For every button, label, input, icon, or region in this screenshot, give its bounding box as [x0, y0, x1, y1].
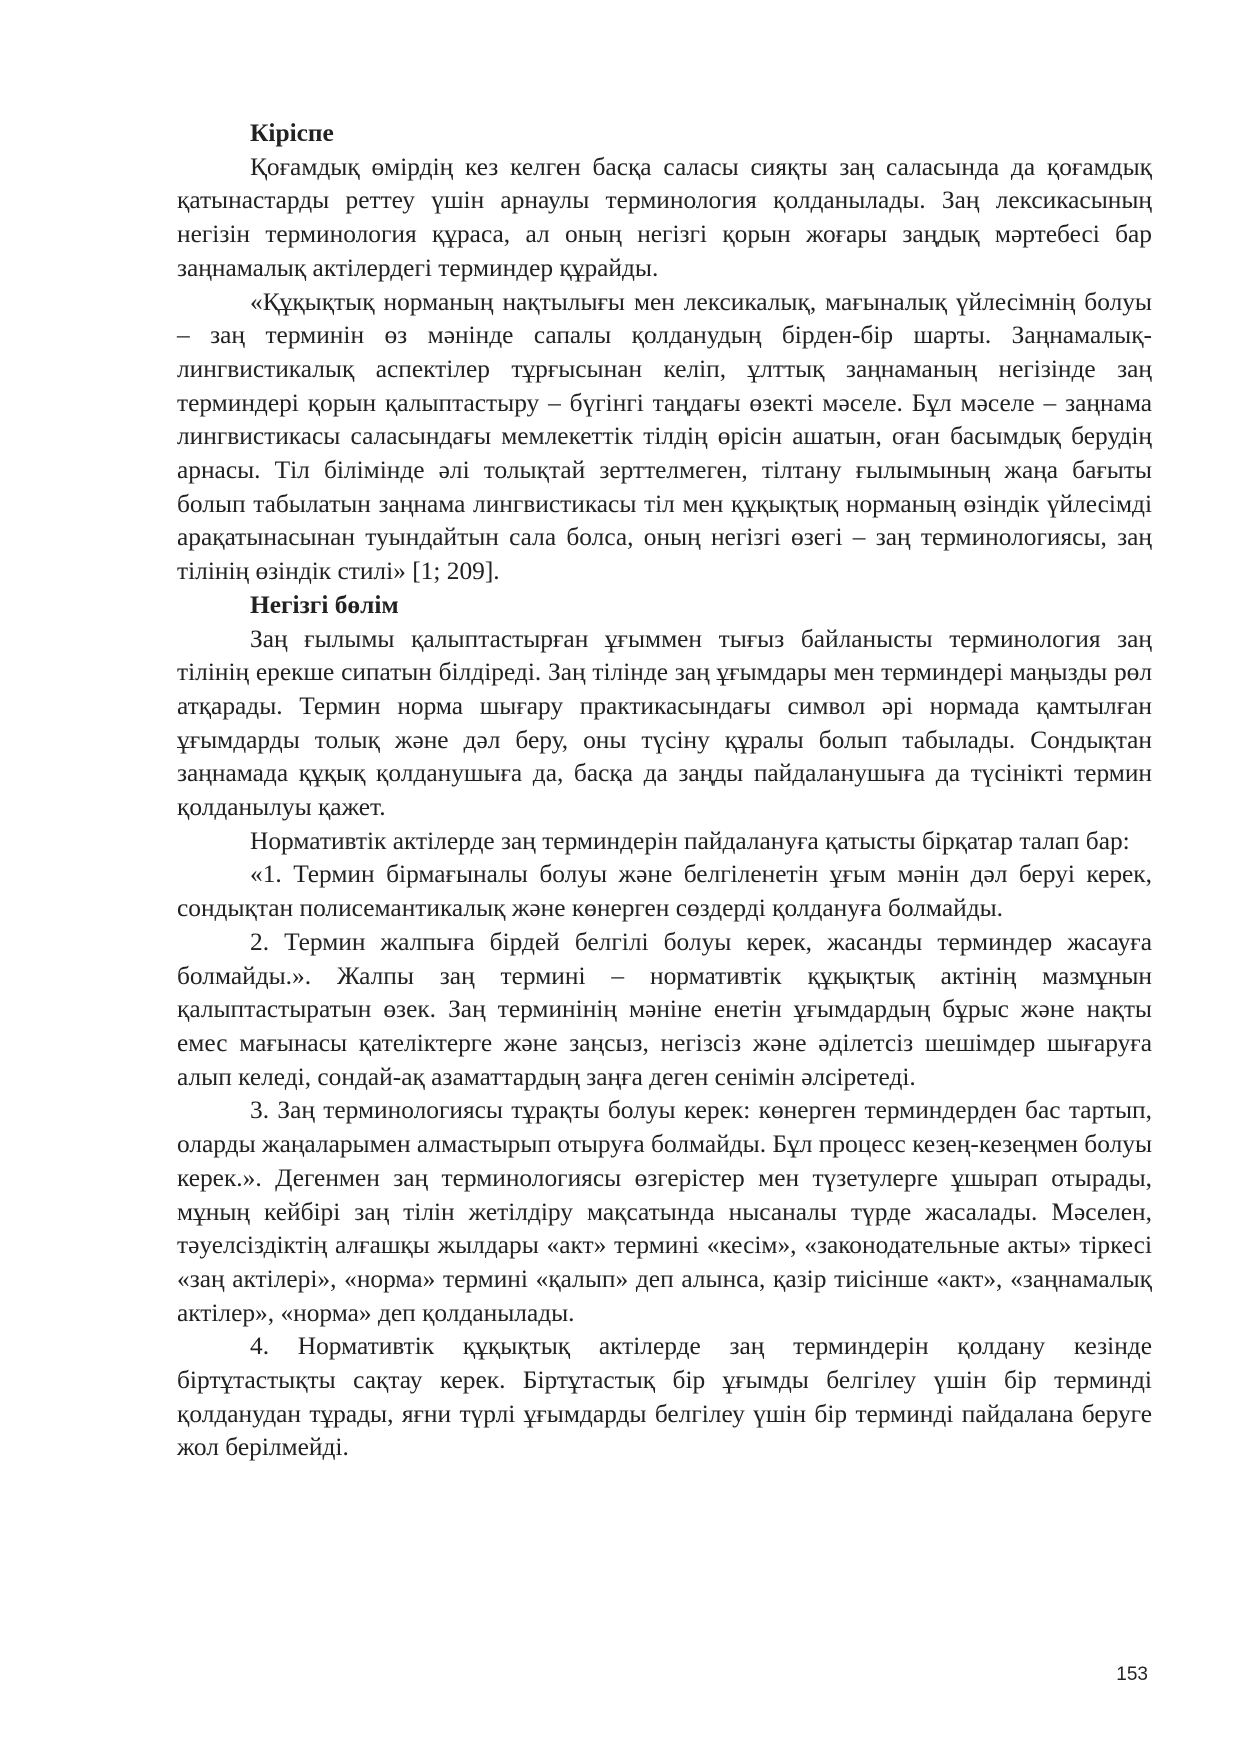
- list-item-requirement-1: «1. Термин бірмағыналы болуы және белгіленетін ұғым мәнін дәл беруі керек, сондықтан полисемантикалық және көнерген сөздерді қолдануға болмайды.: [177, 860, 1152, 923]
- list-item-requirement-2: 2. Термин жалпыға бірдей белгілі болуы керек, жасанды терминдер жасауға болмайды.». Жалпы заң термині – нормативтік құқықтық актінің мазмұнын қалыптастыратын өзек. Заң терминінің мәніне енетін ұғымдардың бұрыс және нақты емес мағынасы қателіктерге және заңсыз, негізсіз және әділетсіз шешімдер шығаруға алып келеді, сондай-ақ азаматтардың заңға деген сенімін әлсіретеді.: [177, 927, 1152, 1091]
- document-page: [177, 117, 1152, 1465]
- paragraph: Заң ғылымы қалыптастырған ұғыммен тығыз байланысты терминология заң тілінің ерекше сипатын білдіреді. Заң тілінде заң ұғымдары мен терминдері маңызды рөл атқарады. Термин норма шығару практикасындағы символ әрі нормада қамтылған ұғымдарды толық және дәл беру, оны түсіну құралы болып табылады. Сондықтан заңнамада құқық қолданушыға да, басқа да заңды пайдаланушыға да түсінікті термин қолданылуы қажет.: [177, 624, 1152, 822]
- paragraph: Қоғамдық өмірдің кез келген басқа саласы сияқты заң саласында да қоғамдық қатынастарды реттеу үшін арнаулы терминология қолданылады. Заң лексикасының негізін терминология құраса, ал оның негізгі қорын жоғары заңдық мәртебесі бар заңнамалық актілердегі терминдер құрайды.: [177, 152, 1152, 282]
- list-item-requirement-4: 4. Нормативтік құқықтық актілерде заң терминдерін қолдану кезінде біртұтастықты сақтау керек. Біртұтастық бір ұғымды белгілеу үшін бір терминді қолданудан тұрады, яғни түрлі ұғымдарды белгілеу үшін бір терминді пайдалана беруге жол берілмейді.: [177, 1332, 1152, 1462]
- list-item-requirement-3: 3. Заң терминологиясы тұрақты болуы керек: көнерген терминдерден бас тартып, оларды жаңаларымен алмастырып отыруға болмайды. Бұл процесс кезең-кезеңмен болуы керек.». Дегенмен заң терминологиясы өзгерістер мен түзетулерге ұшырап отырады, мұның кейбірі заң тілін жетілдіру мақсатында нысаналы түрде жасалады. Мәселен, тәуелсіздіктің алғашқы жылдары «акт» термині «кесім», «законодательные акты» тіркесі «заң актілері», «норма» термині «қалып» деп алынса, қазір тиісінше «акт», «заңнамалық актілер», «норма» деп қолданылады.: [177, 1096, 1152, 1327]
- paragraph-quote: «Құқықтық норманың нақтылығы мен лексикалық, мағыналық үйлесімнің болуы – заң терминін өз мәнінде сапалы қолданудың бірден-бір шарты. Заңнамалық-лингвистикалық аспектілер тұрғысынан келіп, ұлттық заңнаманың негізінде заң терминдері қорын қалыптастыру – бүгінгі таңдағы өзекті мәселе. Бұл мәселе – заңнама лингвистикасы саласындағы мемлекеттік тілдің өрісін ашатын, оған басымдық берудің арнасы. Тіл білімінде әлі толықтай зерттелмеген, тілтану ғылымының жаңа бағыты болып табылатын заңнама лингвистикасы тіл мен құқықтық норманың өзіндік үйлесімді арақатынасынан туындайтын сала болса, оның негізгі өзегі – заң терминологиясы, заң тілінің өзіндік стилі» [1; 209].: [177, 287, 1152, 586]
- section-heading-intro: Кіріспе: [250, 119, 334, 147]
- page-number: 153: [1116, 1664, 1148, 1685]
- section-heading-main: Негізгі бөлім: [250, 590, 399, 619]
- paragraph: Нормативтік актілерде заң терминдерін пайдалануға қатысты бірқатар талап бар:: [250, 826, 1130, 855]
